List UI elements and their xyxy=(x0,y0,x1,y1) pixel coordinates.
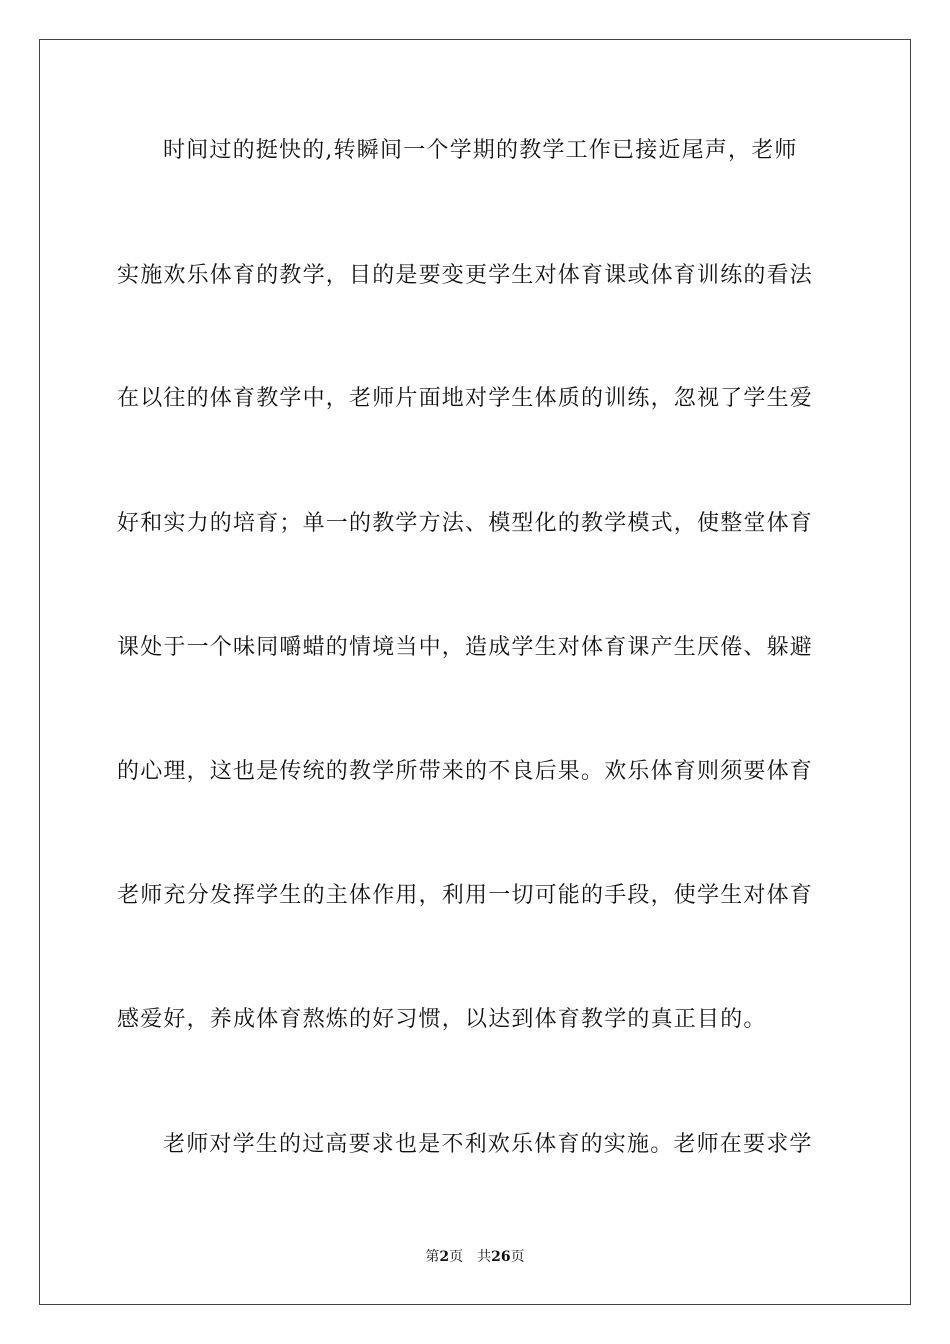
paragraph-1-line-1: 时间过的挺快的,转瞬间一个学期的教学工作已接近尾声，老师 xyxy=(163,138,798,163)
paragraph-1-line-4: 好和实力的培育；单一的教学方法、模型化的教学模式，使整堂体育 xyxy=(117,511,814,536)
total-suffix: 页 xyxy=(510,1249,525,1265)
paragraph-1-line-7: 老师充分发挥学生的主体作用，利用一切可能的手段，使学生对体育 xyxy=(117,883,814,908)
page-suffix: 页 xyxy=(449,1249,464,1265)
page-footer xyxy=(0,1248,950,1266)
paragraph-1-line-3: 在以往的体育教学中，老师片面地对学生体质的训练，忽视了学生爱 xyxy=(117,386,814,411)
total-prefix: 共 xyxy=(477,1249,492,1265)
total-pages: 26 xyxy=(491,1249,511,1265)
paragraph-1-line-5: 课处于一个味同嚼蜡的情境当中，造成学生对体育课产生厌倦、躲避 xyxy=(117,635,814,660)
page-number: 2 xyxy=(439,1249,450,1265)
page-prefix: 第 xyxy=(425,1249,440,1265)
paragraph-2-line-1: 老师对学生的过高要求也是不利欢乐体育的实施。老师在要求学 xyxy=(163,1132,813,1157)
paragraph-1-line-2: 实施欢乐体育的教学，目的是要变更学生对体育课或体育训练的看法 xyxy=(117,263,814,288)
page-border xyxy=(39,39,911,1305)
paragraph-1-line-6: 的心理，这也是传统的教学所带来的不良后果。欢乐体育则须要体育 xyxy=(117,759,814,784)
paragraph-1-line-8: 感爱好，养成体育熬炼的好习惯，以达到体育教学的真正目的。 xyxy=(117,1007,767,1032)
